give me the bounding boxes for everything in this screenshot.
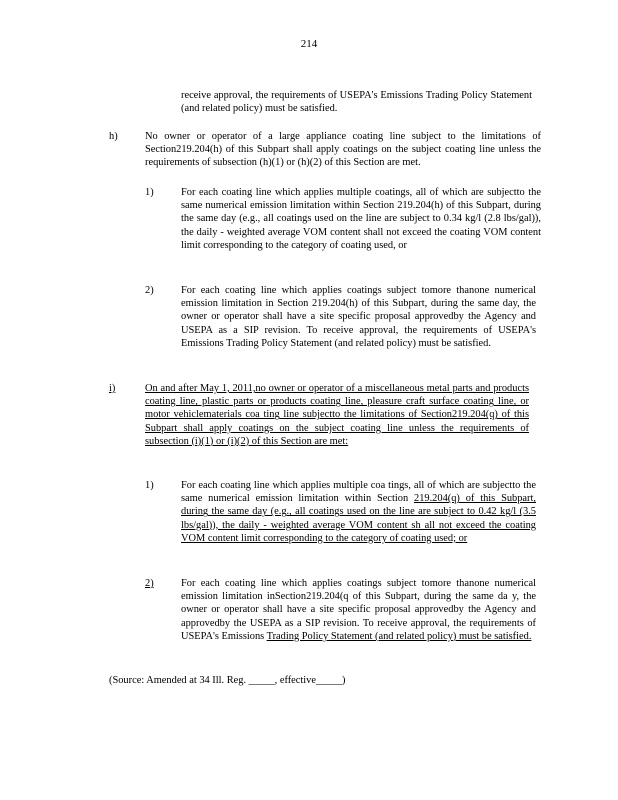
page-number: 214 — [300, 38, 318, 50]
subsection-h2-label: 2) — [145, 285, 154, 296]
subsection-i2-label-wrap — [145, 577, 154, 590]
subsection-h1-text: For each coating line which applies multiple coatings, all of which are subjectto the same numerical emission limitation within Section 219.204(h) of this Subpart, during the same day (e.g., all coatings used on the line are subject to 0.34 kg/l (2.8 lbs/gal)), the daily - weighted average VOM content shall not exceed the coating VOM content limit corresponding to the category of coating used, or — [181, 187, 541, 251]
subsection-i-label-wrap — [109, 382, 115, 395]
source-note: (Source: Amended at 34 Ill. Reg. _____, effective_____) — [109, 675, 346, 686]
subsection-i1-label: 1) — [145, 480, 154, 491]
subsection-h-intro: No owner or operator of a large appliance coating line subject to the limitations of Section219.204(h) of this Subpart shall apply coatings on the subject coating line unless the requirements of subsection (h)(1) or (h)(2) of this Section are met. — [145, 131, 541, 169]
subsection-i2-text-plain: For each coating line which applies coatings subject tomore thanone numerical emission limitation inSection219.204(q of this Subpart, during the same da y, the owner or operator shall have a site specific proposal approvedby the Agency and approvedby the USEPA as a SIP revision. To receive approval, the requirements of USEPA's Emissions — [181, 578, 536, 642]
subsection-i2-label: 2) — [145, 578, 154, 589]
subsection-i1-text — [181, 479, 536, 545]
subsection-h-label: h) — [109, 131, 118, 142]
subsection-i-intro-wrap — [145, 382, 529, 448]
subsection-i-label: i) — [109, 383, 116, 394]
continuation-paragraph: receive approval, the requirements of USEPA's Emissions Trading Policy Statement (and related policy) must be satisfied. — [181, 90, 532, 115]
subsection-h1-label: 1) — [145, 187, 154, 198]
subsection-i2-text-underlined: Trading Policy Statement (and related policy) must be satisfied. — [266, 630, 532, 642]
subsection-i2-text — [181, 577, 536, 643]
subsection-h2-text: For each coating line which applies coatings subject tomore thanone numerical emission limitation in Section 219.204(h) of this Subpart, during the same day, the owner or operator shall have a site specific proposal approvedby the Agency and USEPA as a SIP revision. To receive approval, the requirements of USEPA's Emissions Trading Policy Statement (and related policy) must be satisfied. — [181, 285, 536, 349]
subsection-i1-text-underlined: 219.204(q) of this Subpart, during the same day (e.g., all coatings used on the line are subject to 0.42 kg/l (3.5 lbs/gal)), the daily - weighted average VOM content sh all not exceed the coating VOM content limit corresponding to the category of coating used; or — [181, 493, 536, 544]
subsection-i1-text-plain: For each coating line which applies multiple coa tings, all of which are subjectto the same numerical emission limitation within Section — [181, 480, 536, 505]
subsection-i-intro: On and after May 1, 2011,no owner or operator of a miscellaneous metal parts and products coating line, plastic parts or products coating line, pleasure craft surface coating line, or motor vehiclematerials coa ting line subjectto the limitations of Section219.204(q) of this Subpart shall apply coatings on the subject coating line unless the requirements of subsection (i)(1) or (i)(2) of this Section are met: — [145, 383, 529, 447]
